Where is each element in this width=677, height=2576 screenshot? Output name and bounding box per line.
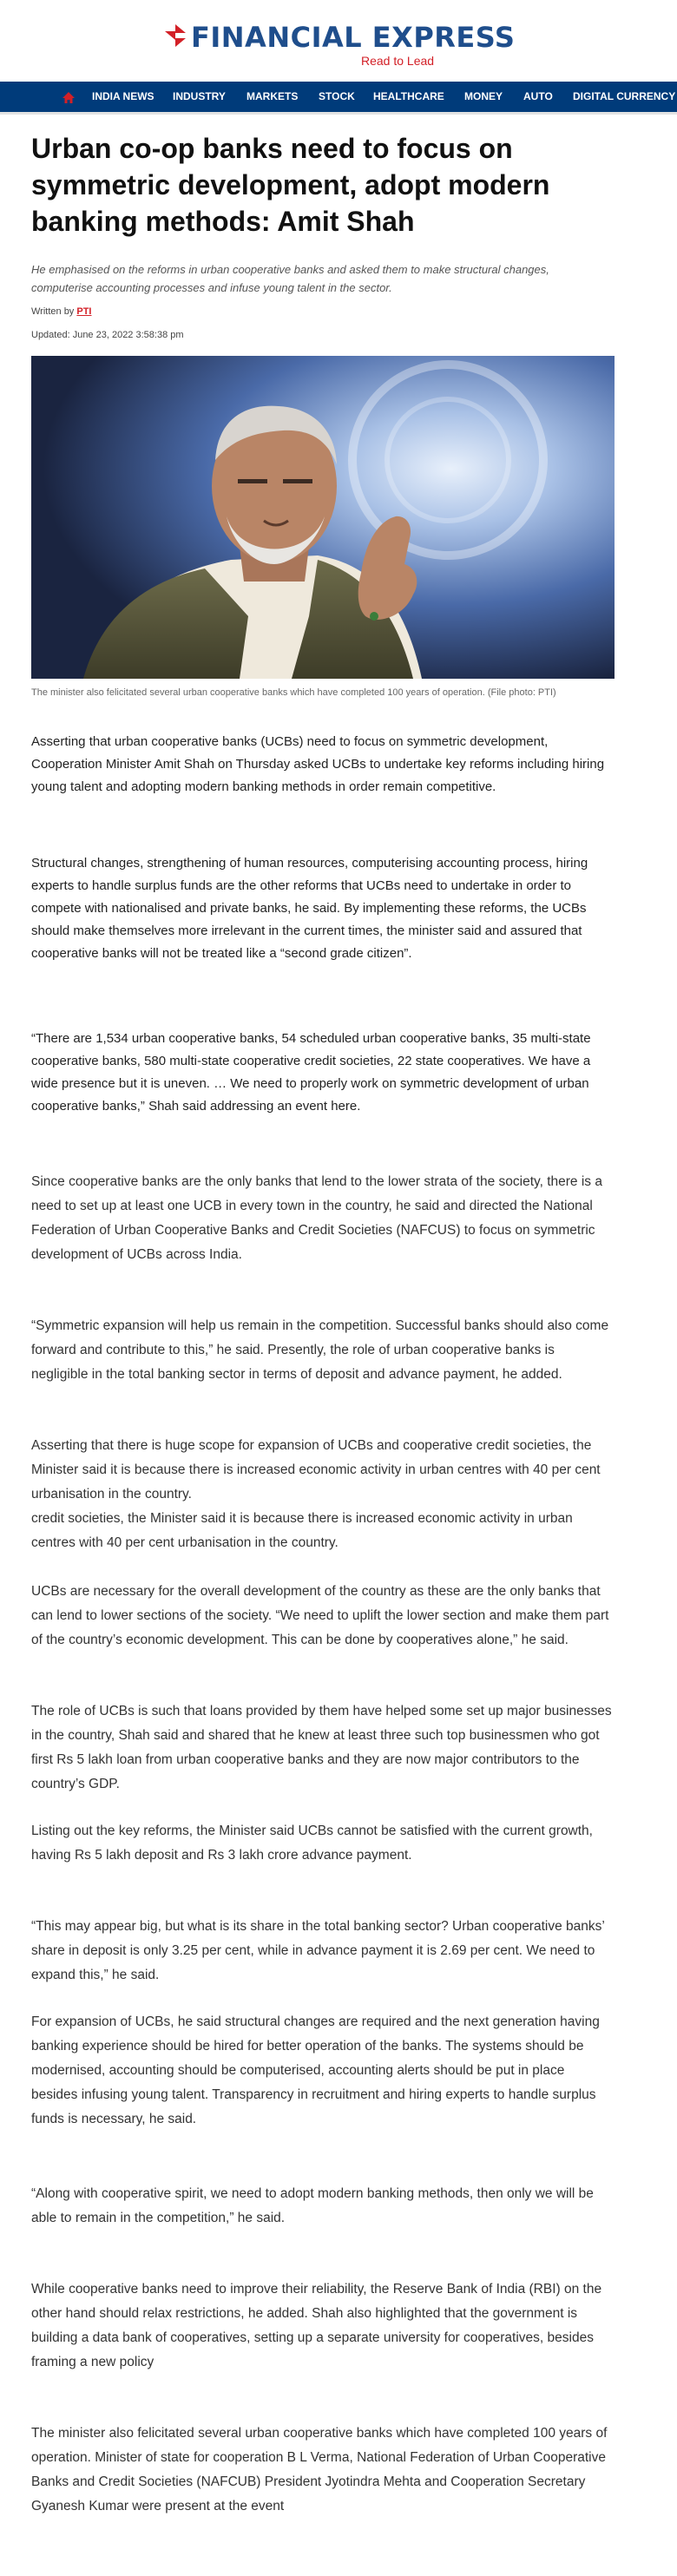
brand-tagline: Read to Lead bbox=[361, 54, 435, 68]
nav-item-digital-currency[interactable]: DIGITAL CURRENCY bbox=[573, 90, 676, 102]
article-headline: Urban co-op banks need to focus on symmetric development, adopt modern banking methods: Amit Shah bbox=[31, 133, 550, 237]
article-paragraph-10: “This may appear big, but what is its share in the total banking sector? Urban cooperative banks’ share in deposit is only 3.25 per cent, while in advance payment it is 2.69 per cent. We need to expand this,” he said. bbox=[31, 1919, 605, 1982]
article-hero-image bbox=[31, 356, 615, 679]
byline-prefix: Written by bbox=[31, 306, 75, 317]
article-paragraph-9: Listing out the key reforms, the Minister said UCBs cannot be satisfied with the current growth, having Rs 5 lakh deposit and Rs 3 lakh crore advance payment. bbox=[31, 1824, 593, 1863]
nav-item-auto[interactable]: AUTO bbox=[523, 90, 553, 102]
article-paragraph-12: “Along with cooperative spirit, we need to adopt modern banking methods, then only we will be able to remain in the competition,” he said. bbox=[31, 2186, 594, 2225]
image-caption: The minister also felicitated several urban cooperative banks which have completed 100 years of operation. (File photo: PTI) bbox=[31, 687, 556, 698]
article-paragraph-8: The role of UCBs is such that loans provided by them have helped some set up major businesses in the country, Shah said and shared that he knew at least three such top businessmen who got first Rs 5 lakh loan from urban cooperative banks and they are now major contributors to the country’s GDP. bbox=[31, 1704, 612, 1791]
article-paragraph-6: Asserting that there is huge scope for expansion of UCBs and cooperative credit societies, the Minister said it is because there is increased economic activity in urban centres with 40 per cent urbanisation in the country. credit societies, the Minister said it is because there is increased economic activity in urban centres with 40 per cent urbanisation in the country. bbox=[31, 1438, 601, 1550]
article-paragraph-11: For expansion of UCBs, he said structural changes are required and the next generation having banking experience should be hired for better operation of the banks. The systems should be modernised, accounting should be computerised, accounting alerts should be put in place besides infusing young talent. Transparency in recruitment and hiring experts to handle surplus funds is necessary, he said. bbox=[31, 2014, 600, 2126]
nav-item-markets[interactable]: MARKETS bbox=[246, 90, 299, 102]
byline-author-link[interactable]: PTI bbox=[76, 306, 92, 317]
article-paragraph-5: “Symmetric expansion will help us remain in the competition. Successful banks should also come forward and contribute to this,” he said. Presently, the role of urban cooperative banks is negligible in the total banking sector in terms of deposit and advance payment, he added. bbox=[31, 1318, 609, 1382]
brand-name: FINANCIAL EXPRESS bbox=[191, 21, 516, 54]
article-paragraph-14: The minister also felicitated several urban cooperative banks which have completed 100 years of operation. Minister of state for cooperation B L Verma, National Federation of Urban Cooperative Banks and Credit Societies (NAFCUB) President Jyotindra Mehta and Cooperation Secretary Gyanesh Kumar were present at the event bbox=[31, 2426, 608, 2514]
speaker-photo bbox=[31, 356, 615, 679]
nav-item-stock[interactable]: STOCK bbox=[319, 90, 355, 102]
article-byline bbox=[31, 306, 92, 317]
site-header bbox=[0, 0, 677, 82]
nav-item-india-news[interactable]: INDIA NEWS bbox=[92, 90, 154, 102]
article-paragraph-7: UCBs are necessary for the overall development of the country as these are the only banks that can lend to lower sections of the society. “We need to uplift the lower section and make them part of the country’s economic development. This can be done by cooperatives alone,” he said. bbox=[31, 1584, 609, 1647]
nav-item-industry[interactable]: INDUSTRY bbox=[173, 90, 226, 102]
article-updated-timestamp: Updated: June 23, 2022 3:58:38 pm bbox=[31, 330, 184, 340]
logo-mark-icon bbox=[165, 24, 186, 47]
article-paragraph-1: Asserting that urban cooperative banks (UCBs) need to focus on symmetric development, Cooperation Minister Amit Shah on Thursday asked UCBs to undertake key reforms including hiring young talent and adopting modern banking methods in order remain competitive. bbox=[31, 734, 605, 794]
article-paragraph-4: Since cooperative banks are the only banks that lend to the lower strata of the society, there is a need to set up at least one UCB in every town in the country, he said and directed the National Federation of Urban Cooperative Banks and Credit Societies (NAFCUS) to focus on symmetric development of UCBs across India. bbox=[31, 1174, 602, 1262]
article-paragraph-2: Structural changes, strengthening of human resources, computerising accounting process, hiring experts to handle surplus funds are the other reforms that UCBs need to undertake in order to compete with nationalised and private banks, he said. By implementing these reforms, the UCBs should make themselves more irrelevant in the current times, the minister said and assured that cooperative banks will not be treated like a “second grade citizen”. bbox=[31, 856, 588, 961]
article-paragraph-3: “There are 1,534 urban cooperative banks, 54 scheduled urban cooperative banks, 35 multi-state cooperative banks, 580 multi-state cooperative credit societies, 22 state cooperatives. We have a wide presence but it is uneven. … We need to properly work on symmetric development of urban cooperative banks,” Shah said addressing an event here. bbox=[31, 1031, 591, 1114]
home-icon[interactable] bbox=[61, 90, 76, 106]
site-logo[interactable] bbox=[165, 21, 516, 69]
nav-item-healthcare[interactable]: HEALTHCARE bbox=[373, 90, 444, 102]
main-navigation bbox=[0, 82, 677, 115]
article-standfirst: He emphasised on the reforms in urban cooperative banks and asked them to make structural changes, computerise accounting processes and infuse young talent in the sector. bbox=[31, 263, 549, 294]
nav-item-money[interactable]: MONEY bbox=[464, 90, 503, 102]
article-paragraph-13: While cooperative banks need to improve their reliability, the Reserve Bank of India (RBI) on the other hand should relax restrictions, he added. Shah also highlighted that the government is building a data bank of cooperatives, setting up a separate university for cooperatives, besides framing a new policy bbox=[31, 2282, 602, 2369]
